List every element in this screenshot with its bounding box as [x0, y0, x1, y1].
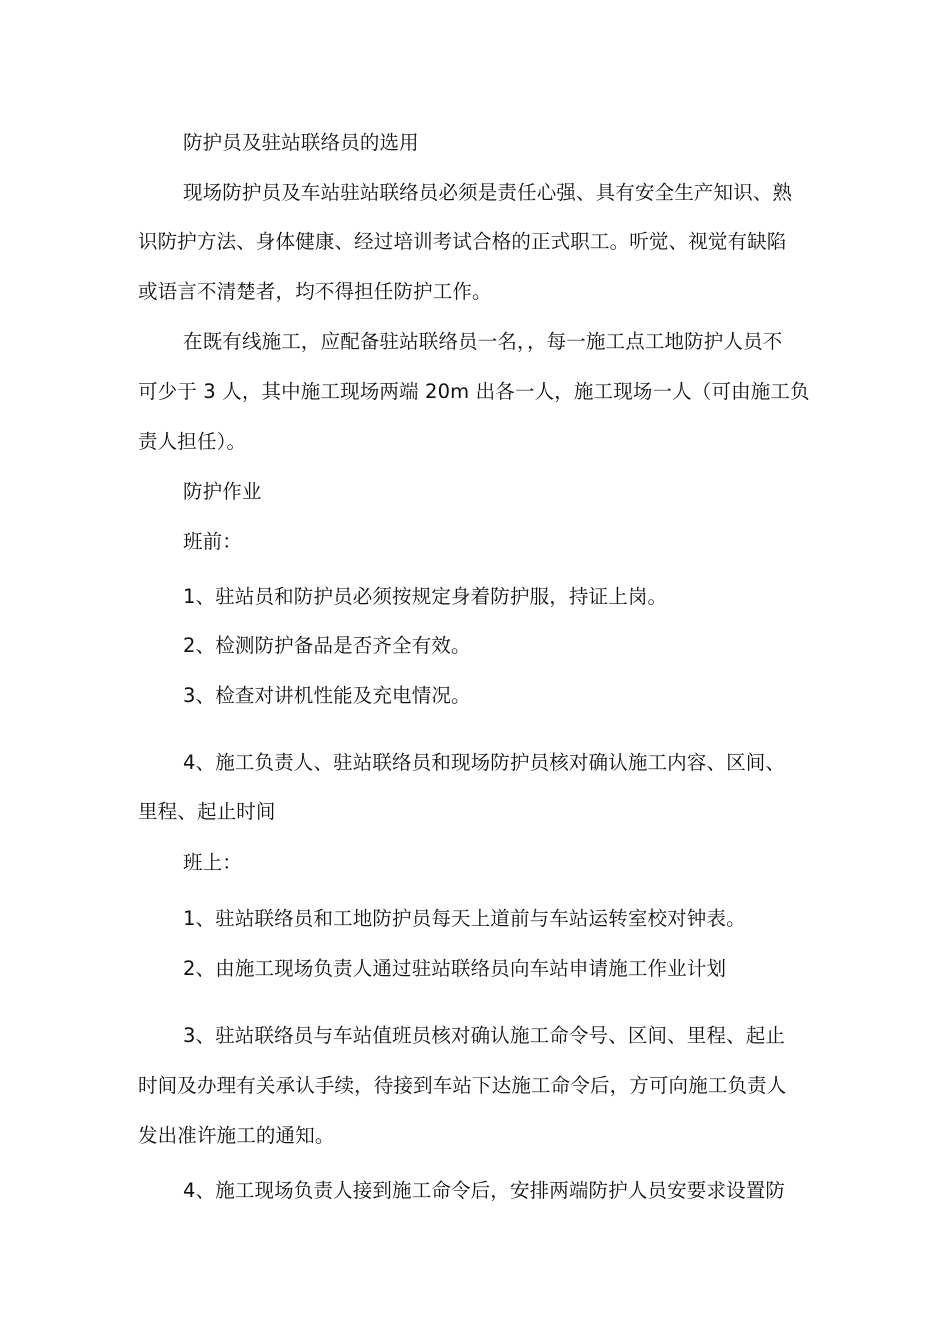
list-item-continuation: 发出准许施工的通知。	[138, 1124, 335, 1147]
paragraph-line: 识防护方法、身体健康、经过培训考试合格的正式职工。听觉、视觉有缺陷	[138, 230, 787, 253]
list-item: 3、驻站联络员与车站值班员核对确认施工命令号、区间、里程、起止	[183, 1024, 786, 1047]
list-item: 2、由施工现场负责人通过驻站联络员向车站申请施工作业计划	[183, 957, 727, 980]
section-heading-work: 防护作业	[183, 480, 262, 503]
paragraph-line: 可少于 3 人，其中施工现场两端 20m 出各一人，施工现场一人（可由施工负	[138, 380, 810, 403]
before-shift-label: 班前：	[183, 530, 242, 553]
list-item: 4、施工现场负责人接到施工命令后，安排两端防护人员安要求设置防	[183, 1179, 786, 1202]
paragraph-line: 现场防护员及车站驻站联络员必须是责任心强、具有安全生产知识、熟	[183, 181, 793, 204]
list-item: 1、驻站联络员和工地防护员每天上道前与车站运转室校对钟表。	[183, 907, 746, 930]
paragraph-line: 在既有线施工，应配备驻站联络员一名，，每一施工点工地防护人员不	[183, 330, 783, 353]
section-heading-selection: 防护员及驻站联络员的选用	[183, 131, 419, 154]
list-item: 3、检查对讲机性能及充电情况。	[183, 684, 471, 707]
on-shift-label: 班上：	[183, 851, 242, 874]
paragraph-line: 责人担任）。	[138, 430, 247, 453]
list-item: 1、驻站员和防护员必须按规定身着防护服，持证上岗。	[183, 585, 668, 608]
list-item: 4、施工负责人、驻站联络员和现场防护员核对确认施工内容、区间、	[183, 751, 786, 774]
list-item-continuation: 里程、起止时间	[138, 800, 276, 823]
paragraph-line: 或语言不清楚者，均不得担任防护工作。	[138, 280, 492, 303]
list-item-continuation: 时间及办理有关承认手续，待接到车站下达施工命令后，方可向施工负责人	[138, 1074, 787, 1097]
list-item: 2、检测防护备品是否齐全有效。	[183, 634, 471, 657]
